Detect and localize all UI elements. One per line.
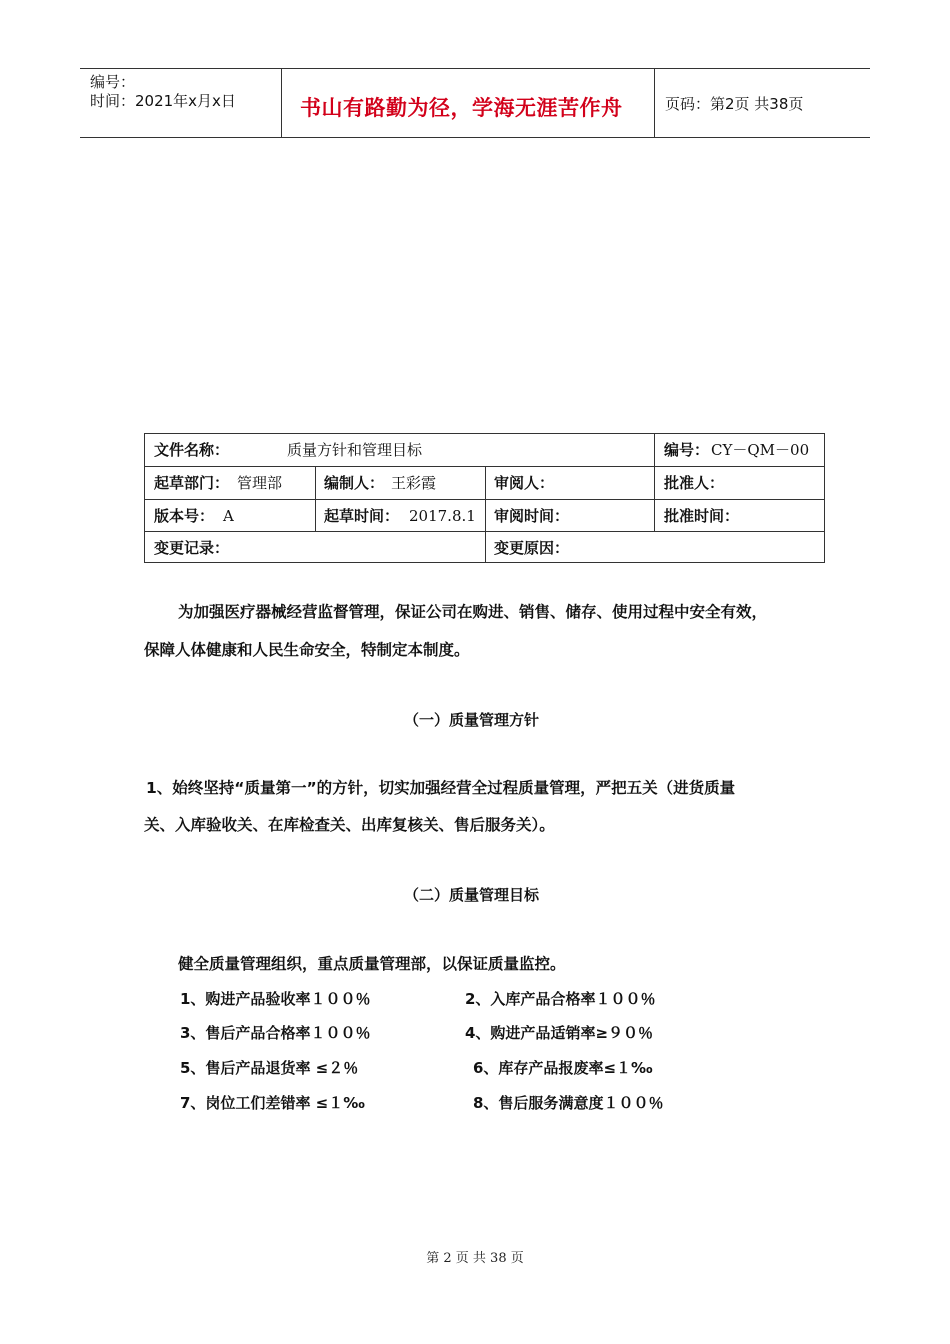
header-page-info: 页码：第2页 共38页 [665, 95, 804, 113]
review-time-label: 审阅时间： [494, 507, 570, 525]
change-reason-label: 变更原因： [494, 539, 570, 557]
target-item: 3、售后产品合格率１００％ [180, 1024, 371, 1042]
draft-time-value: 2017.8.1 [409, 507, 476, 525]
page-header [80, 68, 870, 138]
target-item: 7、岗位工们差错率 ≤１‰ [180, 1094, 365, 1112]
section-2-title: （二）质量管理目标 [404, 886, 540, 904]
file-name-label: 文件名称： [154, 441, 230, 459]
author-label: 编制人： [324, 474, 385, 492]
code-label: 编号： [664, 441, 710, 459]
policy-line-2: 关、入库验收关、在库检查关、出库复核关、售后服务关）。 [144, 816, 555, 834]
version-label: 版本号： [154, 507, 215, 525]
header-divider [654, 69, 655, 137]
version-value: A [223, 507, 234, 525]
goal-intro: 健全质量管理组织，重点质量管理部，以保证质量监控。 [178, 955, 566, 973]
draft-time-label: 起草时间： [324, 507, 400, 525]
policy-line-1: 1、始终坚持“质量第一”的方针，切实加强经营全过程质量管理，严把五关（进货质量 [146, 779, 736, 797]
page-footer: 第 2 页 共 38 页 [426, 1251, 524, 1266]
dept-value: 管理部 [237, 474, 283, 492]
section-1-title: （一）质量管理方针 [404, 711, 540, 729]
intro-line-2: 保障人体健康和人民生命安全，特制定本制度。 [144, 641, 470, 659]
change-record-label: 变更记录： [154, 539, 230, 557]
target-item: 8、售后服务满意度１００％ [473, 1094, 664, 1112]
header-time: 时间：2021年x月x日 [90, 92, 236, 110]
target-item: 1、购进产品验收率１００％ [180, 990, 371, 1008]
header-motto: 书山有路勤为径，学海无涯苦作舟 [300, 96, 623, 120]
approver-label: 批准人： [664, 474, 725, 492]
author-value: 王彩霞 [391, 474, 437, 492]
header-divider [281, 69, 282, 137]
reviewer-label: 审阅人： [494, 474, 555, 492]
header-number-label: 编号： [90, 73, 136, 91]
dept-label: 起草部门： [154, 474, 230, 492]
file-name-value: 质量方针和管理目标 [287, 441, 423, 459]
approve-time-label: 批准时间： [664, 507, 740, 525]
document-info-table [144, 433, 825, 563]
code-value: CY－QM－00 [711, 441, 810, 459]
target-item: 4、购进产品适销率≥９０％ [465, 1024, 654, 1042]
target-item: 6、库存产品报废率≤１‰ [473, 1059, 653, 1077]
target-item: 5、售后产品退货率 ≤２％ [180, 1059, 359, 1077]
intro-line-1: 为加强医疗器械经营监督管理，保证公司在购进、销售、储存、使用过程中安全有效， [178, 603, 768, 621]
target-item: 2、入库产品合格率１００％ [465, 990, 656, 1008]
